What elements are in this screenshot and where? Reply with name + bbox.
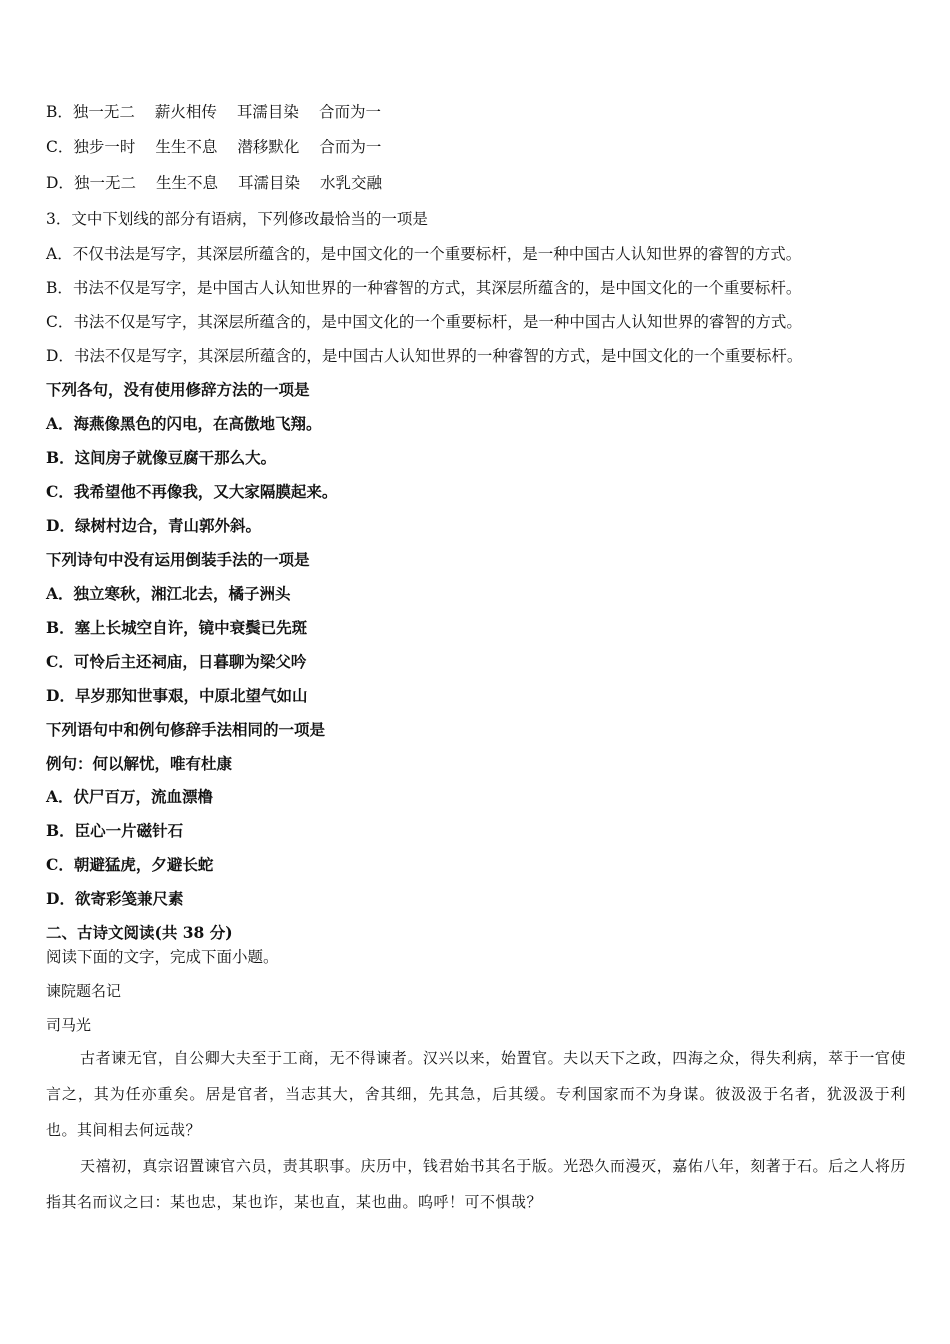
q3-option-d: D．书法不仅是写字，其深层所蕴含的，是中国古人认知世界的一种睿智的方式，是中国文化的一个重要标杆。 xyxy=(46,347,803,365)
q5-option-b: B．塞上长城空自许，镜中衰鬓已先斑 xyxy=(46,618,308,637)
reading-instruction: 阅读下面的文字，完成下面小题。 xyxy=(46,948,279,966)
q3-option-a: A．不仅书法是写字，其深层所蕴含的，是中国文化的一个重要标杆，是一种中国古人认知世界的睿智的方式。 xyxy=(46,245,802,263)
q4-option-d: D．绿树村边合，青山郭外斜。 xyxy=(46,516,261,535)
q6-option-b: B．臣心一片磁针石 xyxy=(46,821,184,840)
option-word: 耳濡目染 xyxy=(237,174,300,192)
passage-author: 司马光 xyxy=(46,1016,92,1034)
option-word: 生生不息 xyxy=(155,138,218,156)
option-label: C． xyxy=(46,138,74,156)
passage-title: 谏院题名记 xyxy=(46,982,122,1000)
option-word: 独一无二 xyxy=(72,103,135,121)
q6-stem: 下列语句中和例句修辞手法相同的一项是 xyxy=(46,720,326,739)
q4-stem: 下列各句，没有使用修辞方法的一项是 xyxy=(46,380,310,399)
q5-option-c: C．可怜后主还祠庙，日暮聊为梁父吟 xyxy=(46,652,307,671)
q5-stem: 下列诗句中没有运用倒装手法的一项是 xyxy=(46,550,310,569)
q6-option-d: D．欲寄彩笺兼尺素 xyxy=(46,889,184,908)
passage-paragraph: 古者谏无官，自公卿大夫至于工商，无不得谏者。汉兴以来，始置官。夫以天下之政，四海之众，得失利病，萃于一官使言之，其为任亦重矣。居是官者，当志其大，舍其细，先其急，后其缓。专利国家而不为身谋。彼汲汲于名者，犹汲汲于利也。其间相去何远哉？ xyxy=(46,1049,906,1139)
q6-example: 例句：何以解忧，唯有杜康 xyxy=(46,754,233,773)
q3-stem: 3．文中下划线的部分有语病，下列修改最恰当的一项是 xyxy=(46,210,428,228)
option-word: 独一无二 xyxy=(73,174,136,192)
option-word: 合而为一 xyxy=(319,138,382,156)
passage-paragraph: 天禧初，真宗诏置谏官六员，责其职事。庆历中，钱君始书其名于版。光恐久而漫灭，嘉佑八年，刻著于石。后之人将历指其名而议之曰：某也忠，某也诈，某也直，某也曲。呜呼！可不惧哉？ xyxy=(46,1157,906,1211)
q2-option-b xyxy=(46,101,381,123)
q4-option-a: A．海燕像黑色的闪电，在高傲地飞翔。 xyxy=(46,414,322,433)
option-word: 薪火相传 xyxy=(154,103,217,121)
section-heading: 二、古诗文阅读(共 38 分) xyxy=(46,923,233,942)
option-word: 生生不息 xyxy=(155,174,218,192)
q5-option-a: A．独立寒秋，湘江北去，橘子洲头 xyxy=(46,584,291,603)
q2-option-d xyxy=(46,172,382,194)
q6-option-c: C．朝避猛虎，夕避长蛇 xyxy=(46,855,214,874)
option-label: D． xyxy=(46,174,74,192)
q4-option-b: B．这间房子就像豆腐干那么大。 xyxy=(46,448,277,467)
q5-option-d: D．早岁那知世事艰，中原北望气如山 xyxy=(46,686,308,705)
option-word: 合而为一 xyxy=(318,103,381,121)
option-label: B． xyxy=(46,103,73,121)
q6-option-a: A．伏尸百万，流血漂橹 xyxy=(46,787,214,806)
q3-option-c: C．书法不仅是写字，其深层所蕴含的，是中国文化的一个重要标杆，是一种中国古人认知世界的睿智的方式。 xyxy=(46,313,802,331)
q4-option-c: C．我希望他不再像我，又大家隔膜起来。 xyxy=(46,482,338,501)
q3-option-b: B．书法不仅是写字，是中国古人认知世界的一种睿智的方式，其深层所蕴含的，是中国文化的一个重要标杆。 xyxy=(46,279,802,297)
option-word: 耳濡目染 xyxy=(236,103,299,121)
option-word: 水乳交融 xyxy=(319,174,382,192)
option-word: 独步一时 xyxy=(73,138,136,156)
option-word: 潜移默化 xyxy=(237,138,300,156)
q2-option-c xyxy=(46,136,381,158)
